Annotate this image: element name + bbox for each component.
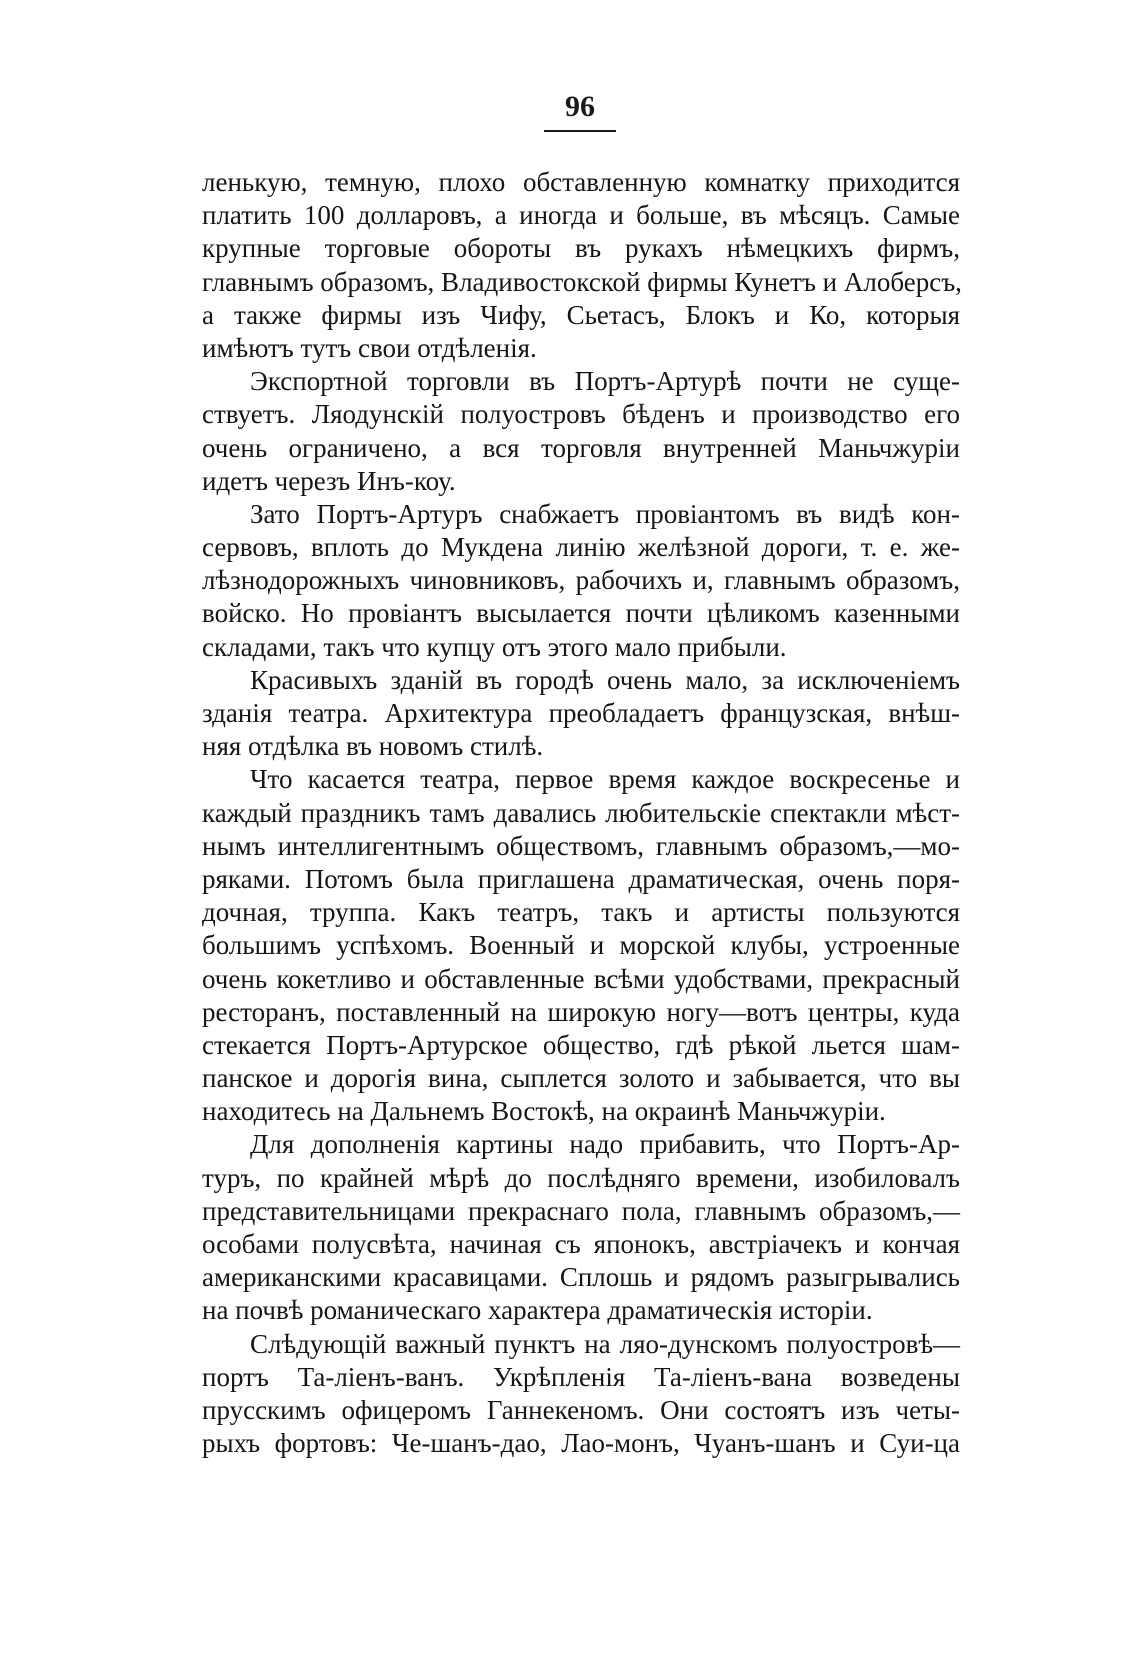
text-line: главнымъ образомъ, Владивостокской фирмы Кунетъ и Алоберсъ, [202, 266, 962, 297]
text-line: каждый праздникъ тамъ давались любительскіе спектакли мѣст- [202, 797, 960, 828]
text-line: зданія театра. Архитектура преобладаетъ французская, внѣш- [202, 698, 960, 728]
text-line: портъ Та-ліенъ-ванъ. Укрѣпленія Та-ліенъ-вана возведены [202, 1361, 960, 1392]
paragraph [202, 166, 960, 365]
paragraph [202, 1128, 960, 1327]
paragraph [202, 498, 960, 664]
text-line: дочная, труппа. Какъ театръ, такъ и артисты пользуются [202, 897, 960, 928]
text-line: Зато Портъ-Артуръ снабжаетъ провіантомъ въ видѣ кон- [250, 498, 960, 529]
paragraph [202, 763, 960, 1128]
page-number: 96 [565, 90, 595, 123]
text-line: платить 100 долларовъ, а иногда и больше, въ мѣсяцъ. Самые [202, 200, 960, 231]
text-line: имѣютъ тутъ свои отдѣленія. [202, 332, 537, 363]
text-line: стекается Портъ-Артурское общество, гдѣ рѣкой льется шам- [202, 1029, 960, 1060]
paragraph [202, 664, 960, 764]
body-text [202, 166, 960, 1460]
paragraph [202, 365, 960, 498]
text-line: войско. Но провіантъ высылается почти цѣликомъ казенными [202, 598, 960, 629]
text-line: Для дополненія картины надо прибавить, что Портъ-Ар- [250, 1129, 960, 1160]
paragraph [202, 1328, 960, 1461]
page-number-underline [544, 130, 616, 132]
text-line: панское и дорогія вина, сыплется золото и забывается, что вы [202, 1063, 960, 1094]
text-line: ряками. Потомъ была приглашена драматическая, очень поря- [202, 863, 960, 894]
text-line: складами, такъ что купцу отъ этого мало прибыли. [202, 631, 787, 662]
text-line: очень кокетливо и обставленные всѣми удобствами, прекрасный [202, 963, 960, 994]
text-line: находитесь на Дальнемъ Востокѣ, на окраинѣ Маньчжуріи. [202, 1096, 886, 1127]
text-line: лѣзнодорожныхъ чиновниковъ, рабочихъ и, главнымъ образомъ, [202, 565, 960, 596]
text-line: туръ, по крайней мѣрѣ до послѣдняго времени, изобиловалъ [202, 1162, 960, 1193]
text-line: Что касается театра, первое время каждое воскресенье и [250, 764, 960, 795]
text-line: прусскимъ офицеромъ Ганнекеномъ. Они состоятъ изъ четы- [202, 1394, 960, 1425]
text-line: Красивыхъ зданій въ городѣ очень мало, за исключеніемъ [250, 664, 960, 695]
text-line: особами полусвѣта, начиная съ японокъ, австріачекъ и кончая [202, 1229, 960, 1259]
text-line: рыхъ фортовъ: Че-шанъ-дао, Лао-монъ, Чуанъ-шанъ и Суи-ца [202, 1428, 960, 1459]
text-line: большимъ успѣхомъ. Военный и морской клубы, устроенные [202, 930, 960, 961]
text-line: представительницами прекраснаго пола, главнымъ образомъ,— [202, 1195, 960, 1226]
text-line: няя отдѣлка въ новомъ стилѣ. [202, 731, 544, 762]
text-line: очень ограничено, а вся торговля внутренней Маньчжуріи [202, 432, 960, 463]
text-line: нымъ интеллигентнымъ обществомъ, главнымъ образомъ,—мо- [202, 830, 960, 861]
text-line: а также фирмы изъ Чифу, Сьетасъ, Блокъ и Ко, которыя [202, 299, 960, 330]
text-line: Экспортной торговли въ Портъ-Артурѣ почти не суще- [250, 366, 960, 397]
text-line: ленькую, темную, плохо обставленную комнатку приходится [202, 167, 960, 197]
text-line: Слѣдующій важный пунктъ на ляо-дунскомъ полуостровѣ— [250, 1328, 960, 1359]
text-line: американскими красавицами. Сплошь и рядомъ разыгрывались [202, 1262, 960, 1293]
text-line: ствуетъ. Ляодунскій полуостровъ бѣденъ и производство его [202, 399, 960, 430]
text-line: ресторанъ, поставленный на широкую ногу—вотъ центры, куда [202, 996, 960, 1027]
text-line: идетъ черезъ Инъ-коу. [202, 465, 456, 496]
text-line: крупные торговые обороты въ рукахъ нѣмецкихъ фирмъ, [202, 233, 960, 264]
text-line: сервовъ, вплоть до Мукдена линію желѣзной дороги, т. е. же- [202, 532, 960, 563]
text-line: на почвѣ романическаго характера драматическія исторіи. [202, 1295, 873, 1326]
